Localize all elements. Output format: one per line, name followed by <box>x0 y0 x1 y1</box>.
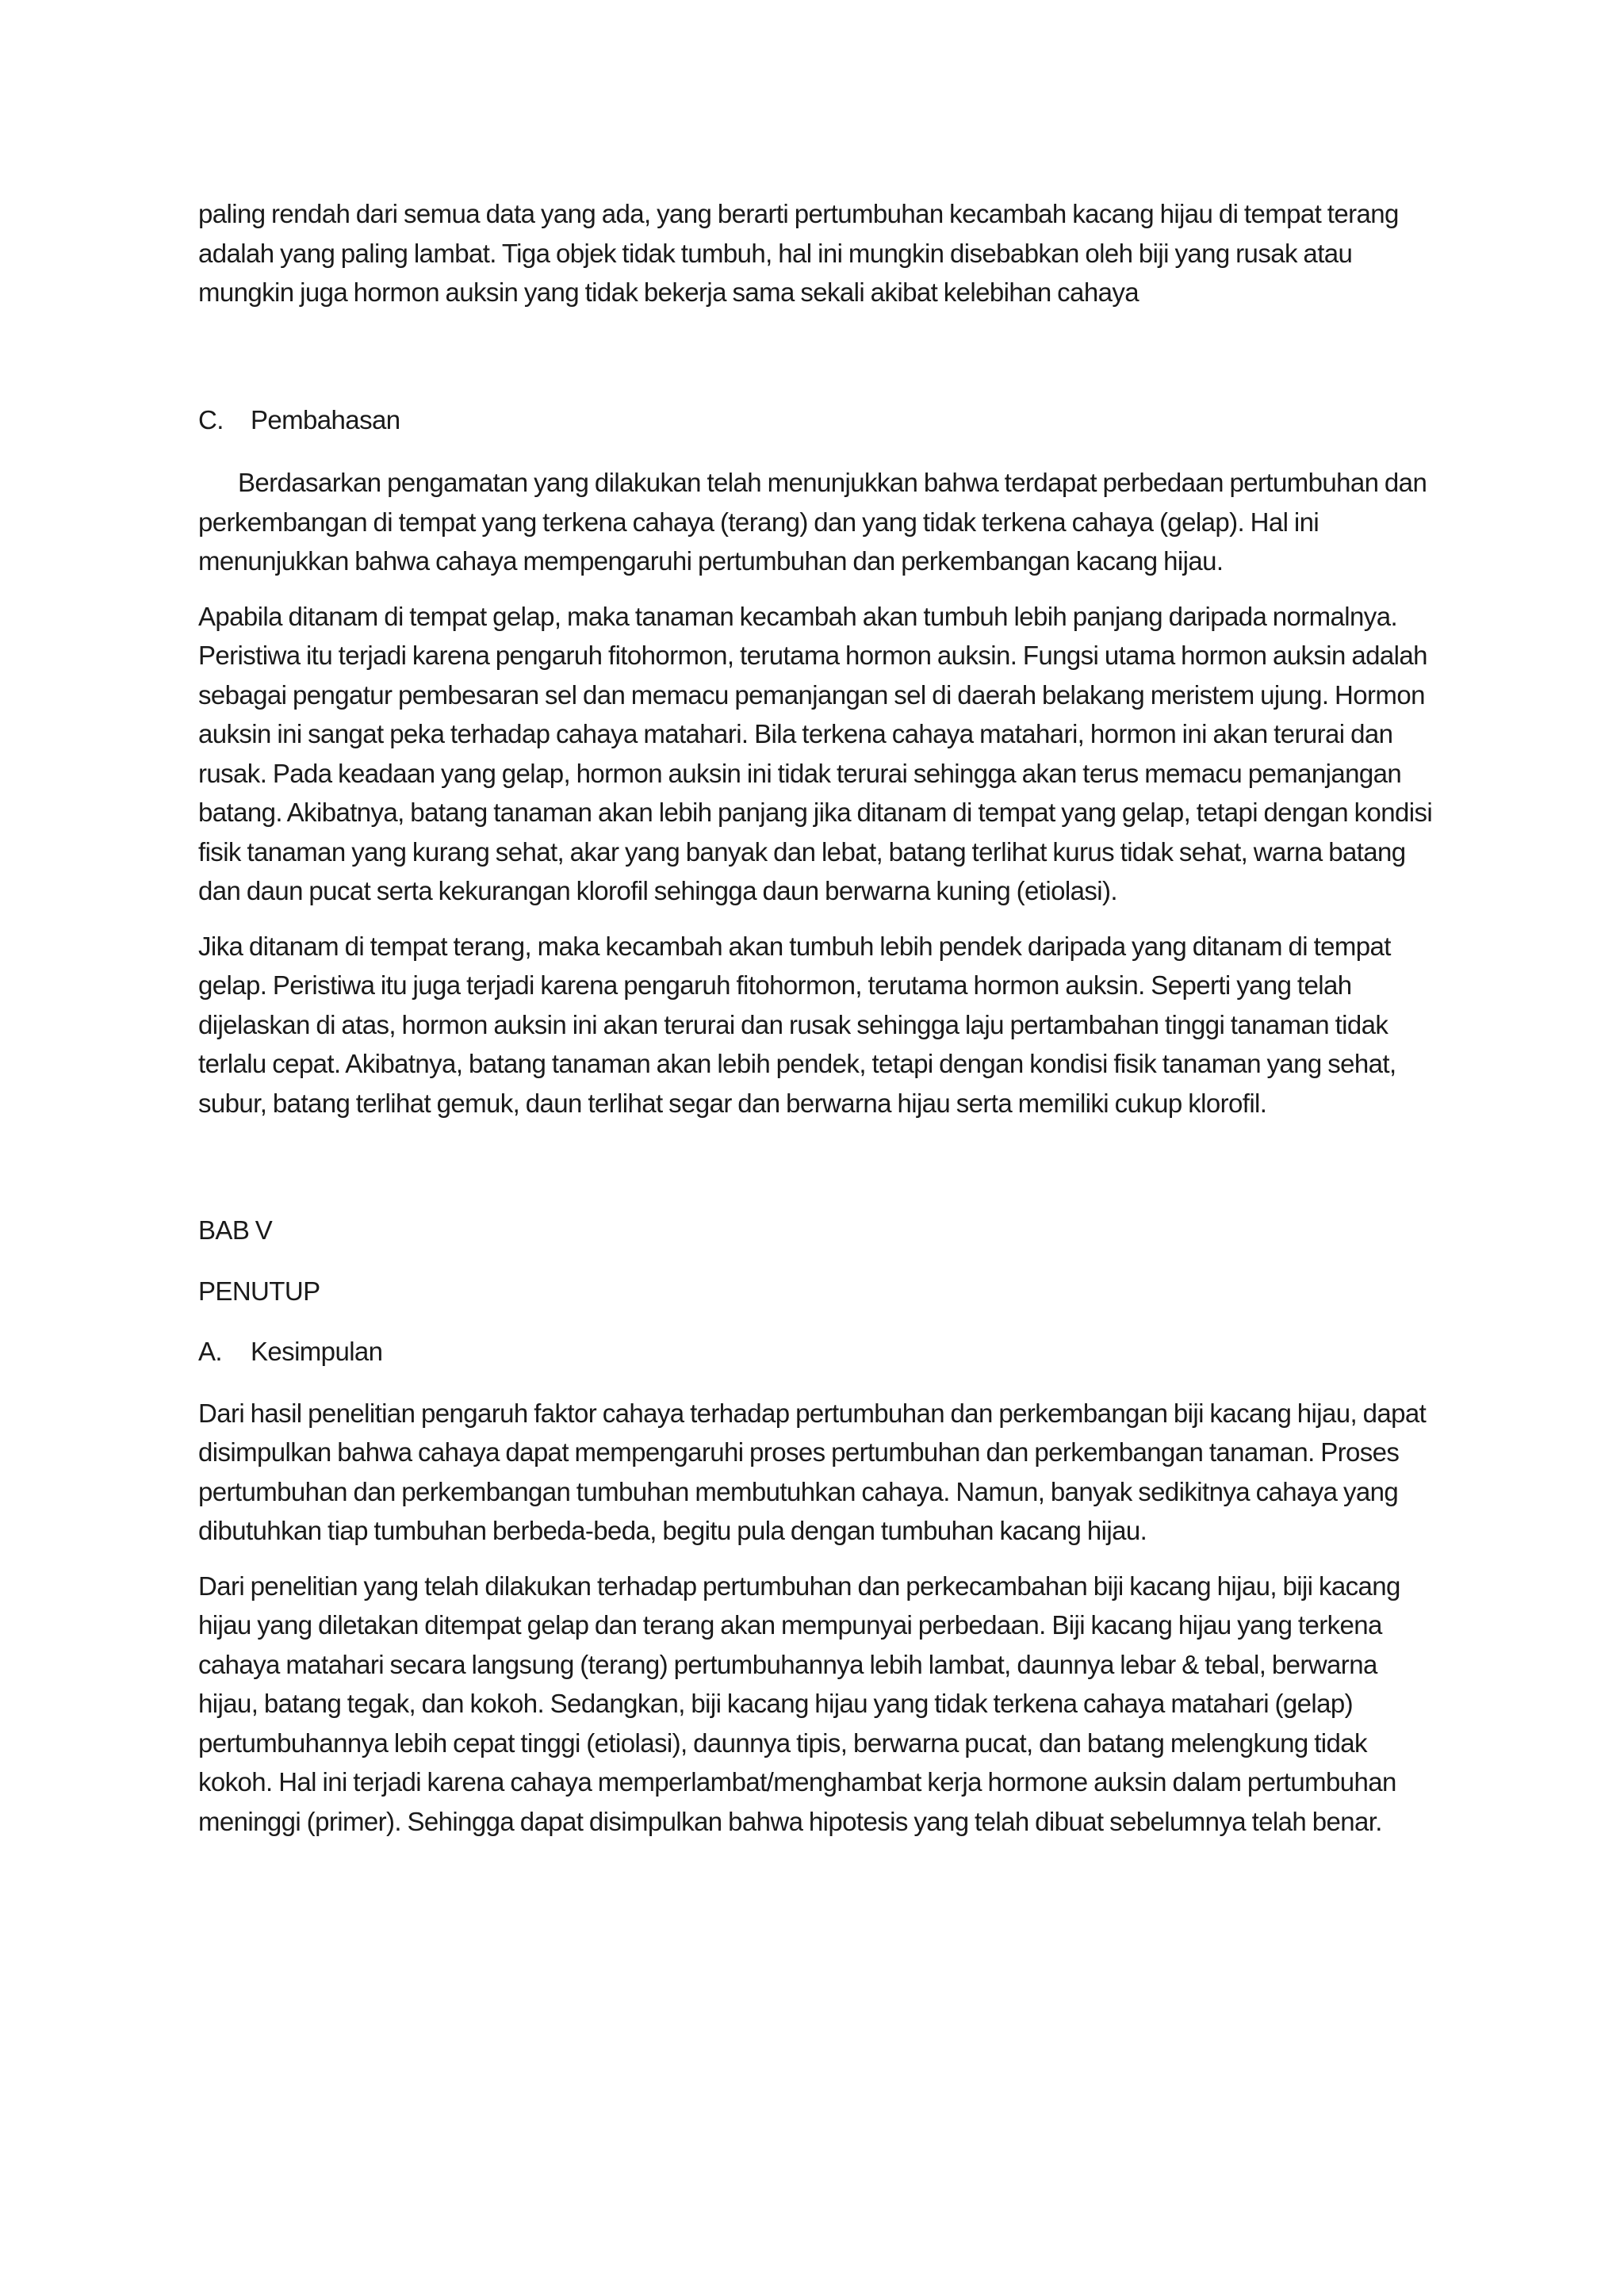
chapter-title: PENUTUP <box>198 1276 320 1306</box>
section-a-letter: A. <box>198 1337 222 1366</box>
section-a-heading <box>198 1332 1435 1372</box>
continuation-paragraph: paling rendah dari semua data yang ada, yang berarti pertumbuhan kecambah kacang hijau di tempat terang adalah yang paling lambat. Tiga objek tidak tumbuh, hal ini mungkin disebabkan oleh biji yang rusak atau mungkin juga hormon auksin yang tidak bekerja sama sekali akibat kelebihan cahaya <box>198 199 1399 307</box>
section-c-heading <box>198 400 1435 440</box>
document-body <box>198 194 1435 1841</box>
pembahasan-paragraph-1: Berdasarkan pengamatan yang dilakukan telah menunjukkan bahwa terdapat perbedaan pertumbuhan dan perkembangan di tempat yang terkena cahaya (terang) dan yang tidak terkena cahaya (gelap). Hal ini menunjukkan bahwa cahaya mempengaruhi pertumbuhan dan perkembangan kacang hijau. <box>198 468 1427 576</box>
section-c-letter: C. <box>198 404 224 434</box>
kesimpulan-paragraph-2: Dari penelitian yang telah dilakukan terhadap pertumbuhan dan perkecambahan biji kacang hijau, biji kacang hijau yang diletakan ditempat gelap dan terang akan mempunyai perbedaan. Biji kacang hijau yang terkena cahaya matahari secara langsung (terang) pertumbuhannya lebih lambat, daunnya lebar & tebal, berwarna hijau, batang tegak, dan kokoh. Sedangkan, biji kacang hijau yang tidak terkena cahaya matahari (gelap) pertumbuhannya lebih cepat tinggi (etiolasi), daunnya tipis, berwarna pucat, dan batang melengkung tidak kokoh. Hal ini terjadi karena cahaya memperlambat/menghambat kerja hormone auksin dalam pertumbuhan meninggi (primer). Sehingga dapat disimpulkan bahwa hipotesis yang telah dibuat sebelumnya telah benar. <box>198 1571 1400 1836</box>
pembahasan-paragraph-3: Jika ditanam di tempat terang, maka kecambah akan tumbuh lebih pendek daripada yang ditanam di tempat gelap. Peristiwa itu juga terjadi karena pengaruh fitohormon, terutama hormon auksin. Seperti yang telah dijelaskan di atas, hormon auksin ini akan terurai dan rusak sehingga laju pertambahan tinggi tanaman tidak terlalu cepat. Akibatnya, batang tanaman akan lebih pendek, tetapi dengan kondisi fisik tanaman yang sehat, subur, batang terlihat gemuk, daun terlihat segar dan berwarna hijau serta memiliki cukup klorofil. <box>198 931 1396 1118</box>
kesimpulan-paragraph-1: Dari hasil penelitian pengaruh faktor cahaya terhadap pertumbuhan dan perkembangan biji kacang hijau, dapat disimpulkan bahwa cahaya dapat mempengaruhi proses pertumbuhan dan perkembangan tanaman. Proses pertumbuhan dan perkembangan tumbuhan membutuhkan cahaya. Namun, banyak sedikitnya cahaya yang dibutuhkan tiap tumbuhan berbeda-beda, begitu pula dengan tumbuhan kacang hijau. <box>198 1398 1427 1545</box>
chapter-label: BAB V <box>198 1215 273 1245</box>
section-c-title: Pembahasan <box>251 404 400 434</box>
pembahasan-paragraph-2: Apabila ditanam di tempat gelap, maka tanaman kecambah akan tumbuh lebih panjang daripada normalnya. Peristiwa itu terjadi karena pengaruh fitohormon, terutama hormon auksin. Fungsi utama hormon auksin adalah sebagai pengatur pembesaran sel dan memacu pemanjangan sel di daerah belakang meristem ujung. Hormon auksin ini sangat peka terhadap cahaya matahari. Bila terkena cahaya matahari, hormon ini akan terurai dan rusak. Pada keadaan yang gelap, hormon auksin ini tidak terurai sehingga akan terus memacu pemanjangan batang. Akibatnya, batang tanaman akan lebih panjang jika ditanam di tempat yang gelap, tetapi dengan kondisi fisik tanaman yang kurang sehat, akar yang banyak dan lebat, batang terlihat kurus tidak sehat, warna batang dan daun pucat serta kekurangan klorofil sehingga daun berwarna kuning (etiolasi). <box>198 601 1433 905</box>
section-a-title: Kesimpulan <box>251 1337 383 1366</box>
